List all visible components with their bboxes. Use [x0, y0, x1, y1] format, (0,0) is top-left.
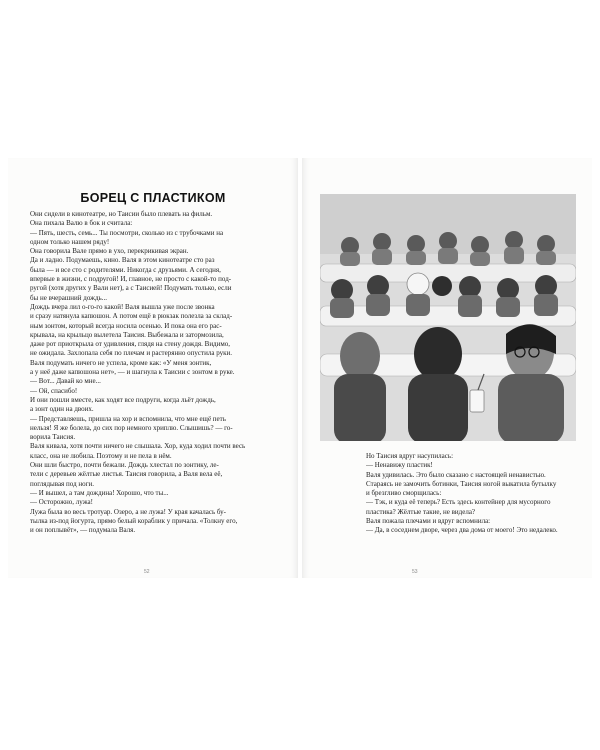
text-line: Стараясь не замочить ботинки, Таисия ногой выкатила бутылку [366, 479, 557, 488]
text-line: а у неё даже капюшона нет», — и шагнула к Таисии с зонтом в руке. [30, 368, 235, 377]
text-line: Валя удивилась. Это было сказано с настоящей ненавистью. [366, 470, 546, 479]
text-line: Лужа была во весь тротуар. Озеро, а не лужа! У края качалась бу- [30, 507, 227, 516]
text-line: — И вышел, а там дождина! Хорошо, что ты... [30, 488, 169, 497]
left-page-text [30, 210, 282, 535]
text-line: — Вот... Давай ко мне... [30, 377, 101, 386]
text-line: поглядывая под ноги. [30, 479, 94, 488]
page-number-right: 53 [412, 569, 418, 575]
text-line: крывала, на крыльцо вылетела Таисия. Выбежала и затормозила, [30, 330, 224, 339]
text-line: Дождь вчера лил о-го-го какой! Валя вышла уже после звонка [30, 302, 215, 311]
text-line: и он поплывёт», — подумала Валя. [30, 526, 136, 535]
text-line: впервые в жизни, с подругой! И, главное, не просто с какой-то под- [30, 275, 232, 284]
text-line: Она пихала Валю в бок и считала: [30, 219, 133, 228]
text-line: — Тэк, и куда её теперь? Есть здесь контейнер для мусорного [366, 498, 551, 507]
text-line: Она говорила Вале прямо в ухо, перекрикивая экран. [30, 247, 189, 256]
right-page-text [366, 452, 584, 536]
text-line: и брезгливо сморщилась: [366, 489, 442, 498]
text-line: ным зонтом, который всегда носила осенью. И пока она его рас- [30, 321, 222, 330]
text-line: была — и все сто с родителями. Никогда с друзьями. А сегодня, [30, 265, 221, 274]
text-line: Валя кивала, хотя почти ничего не слышала. Хор, куда ходил почти весь [30, 442, 246, 451]
text-line: Они шли быстро, почти бежали. Дождь хлестал по зонтику, ле- [30, 461, 219, 470]
text-line: — Пять, шесть, семь... Ты посмотри, сколько из с трубочками на [30, 228, 224, 237]
text-line: нельзя! Я же болела, до сих пор немного хриплю. Слышишь? — го- [30, 423, 233, 432]
text-line: тылка из-под йогурта, прямо белый кораблик у причала. «Толкну его, [30, 516, 238, 525]
text-line: Валя подумать ничего не успела, кроме как: «У меня зонтик, [30, 358, 212, 367]
text-line: а зонт один на двоих. [30, 405, 94, 414]
right-page [302, 158, 592, 578]
text-line: И они пошли вместе, как ходят все подруги, когда льёт дождь, [30, 395, 216, 404]
page-number-left: 52 [144, 569, 150, 575]
text-line: ворила Таисия. [30, 433, 76, 442]
text-line: — Осторожно, лужа! [30, 498, 93, 507]
text-line: — Представляешь, пришла на хор и вспомнила, что мне ещё петь [30, 414, 226, 423]
text-line: — Ненавижу пластик! [366, 461, 433, 470]
text-line: класс, она не любила. Поэтому и не пела в нём. [30, 451, 172, 460]
chapter-title: БОРЕЦ С ПЛАСТИКОМ [80, 191, 226, 205]
text-line: даже рот приоткрыла от удивления, глядя на стену дождя. Видимо, [30, 340, 231, 349]
text-line: ругой (хотя других у Вали нет), а с Таисией! Подумать только, если [30, 284, 232, 293]
left-page [8, 158, 298, 578]
text-line: тели с деревьев жёлтые листья. Таисия говорила, а Валя вела её, [30, 470, 223, 479]
text-line: Но Таисия вдруг насупилась: [366, 452, 454, 460]
text-line: Валя пожала плечами и вдруг вспомнила: [366, 517, 491, 526]
text-line: не ожидала. Захлопала себя по плечам и растерянно опустила руки. [30, 349, 232, 358]
text-line: пластика? Жёлтые такие, не видела? [366, 507, 476, 516]
text-line: Они сидели в кинотеатре, но Таисии было плевать на фильм. [30, 210, 213, 218]
text-line: бы не вчерашний дождь... [30, 293, 107, 302]
text-line: — Да, в соседнем дворе, через два дома от моего! Это недалеко. [366, 526, 558, 535]
text-line: Да и ладно. Подумаешь, кино. Валя в этом кинотеатре сто раз [30, 256, 215, 265]
book-spread [8, 158, 592, 578]
text-line: одном только нашем ряду! [30, 237, 110, 246]
text-line: и сразу натянула капюшон. А потом ещё в рюкзак полезла за склад- [30, 312, 233, 321]
cinema-audience-illustration [320, 194, 576, 441]
text-line: — Ой, спасибо! [30, 386, 78, 395]
